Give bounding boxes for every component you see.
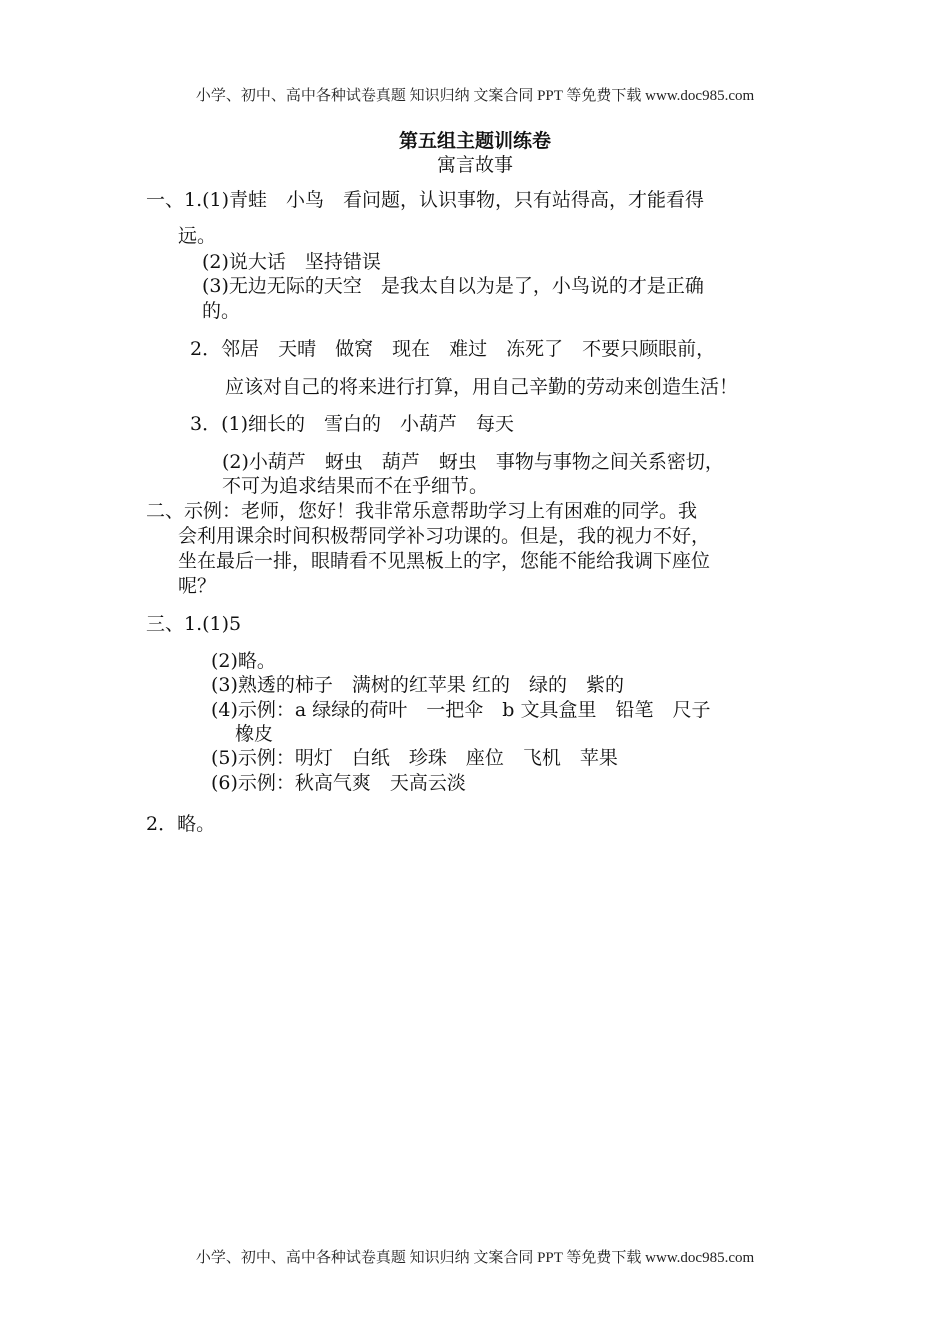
document-subtitle: 寓言故事 [436,154,513,176]
answer-line-11: 二、示例：老师，您好！我非常乐意帮助学习上有困难的同学。我 [146,500,698,522]
answer-line-7: 应该对自己的将来进行打算，用自己辛勤的劳动来创造生活！ [225,376,739,398]
answer-line-1: 一、1.(1)青蛙 小鸟 看问题，认识事物，只有站得高，才能看得 [146,189,705,211]
answer-line-18: (4)示例：a 绿绿的荷叶 一把伞 b 文具盒里 铅笔 尺子 [211,699,711,721]
answer-line-5: 的。 [202,300,241,322]
page-footer: 小学、初中、高中各种试卷真题 知识归纳 文案合同 PPT 等免费下载 www.doc985.com [195,1250,755,1266]
answer-line-3: (2)说大话 坚持错误 [202,251,381,273]
answer-line-13: 坐在最后一排，眼睛看不见黑板上的字，您能不能给我调下座位 [178,550,711,572]
answer-line-12: 会利用课余时间积极帮同学补习功课的。但是，我的视力不好， [178,525,711,547]
answer-line-10: 不可为追求结果而不在乎细节。 [222,475,489,497]
answer-line-22: 2．略。 [146,813,216,835]
answer-line-2: 远。 [178,225,217,247]
answer-line-20: (5)示例：明灯 白纸 珍珠 座位 飞机 苹果 [211,747,618,769]
answer-line-15: 三、1.(1)5 [146,613,242,635]
answer-line-17: (3)熟透的柿子 满树的红苹果 红的 绿的 紫的 [211,674,624,696]
answer-line-19: 橡皮 [235,723,274,745]
answer-line-21: (6)示例：秋高气爽 天高云淡 [211,772,466,794]
answer-line-4: (3)无边无际的天空 是我太自以为是了，小鸟说的才是正确 [202,275,704,297]
answer-line-6: 2．邻居 天晴 做窝 现在 难过 冻死了 不要只顾眼前， [190,338,716,360]
answer-line-16: (2)略。 [211,650,276,672]
answer-line-9: (2)小葫芦 蚜虫 葫芦 蚜虫 事物与事物之间关系密切， [222,451,724,473]
document-title: 第五组主题训练卷 [398,130,551,152]
answer-line-8: 3．(1)细长的 雪白的 小葫芦 每天 [190,413,515,435]
answer-line-14: 呢？ [178,575,217,597]
page-header: 小学、初中、高中各种试卷真题 知识归纳 文案合同 PPT 等免费下载 www.doc985.com [195,88,755,104]
